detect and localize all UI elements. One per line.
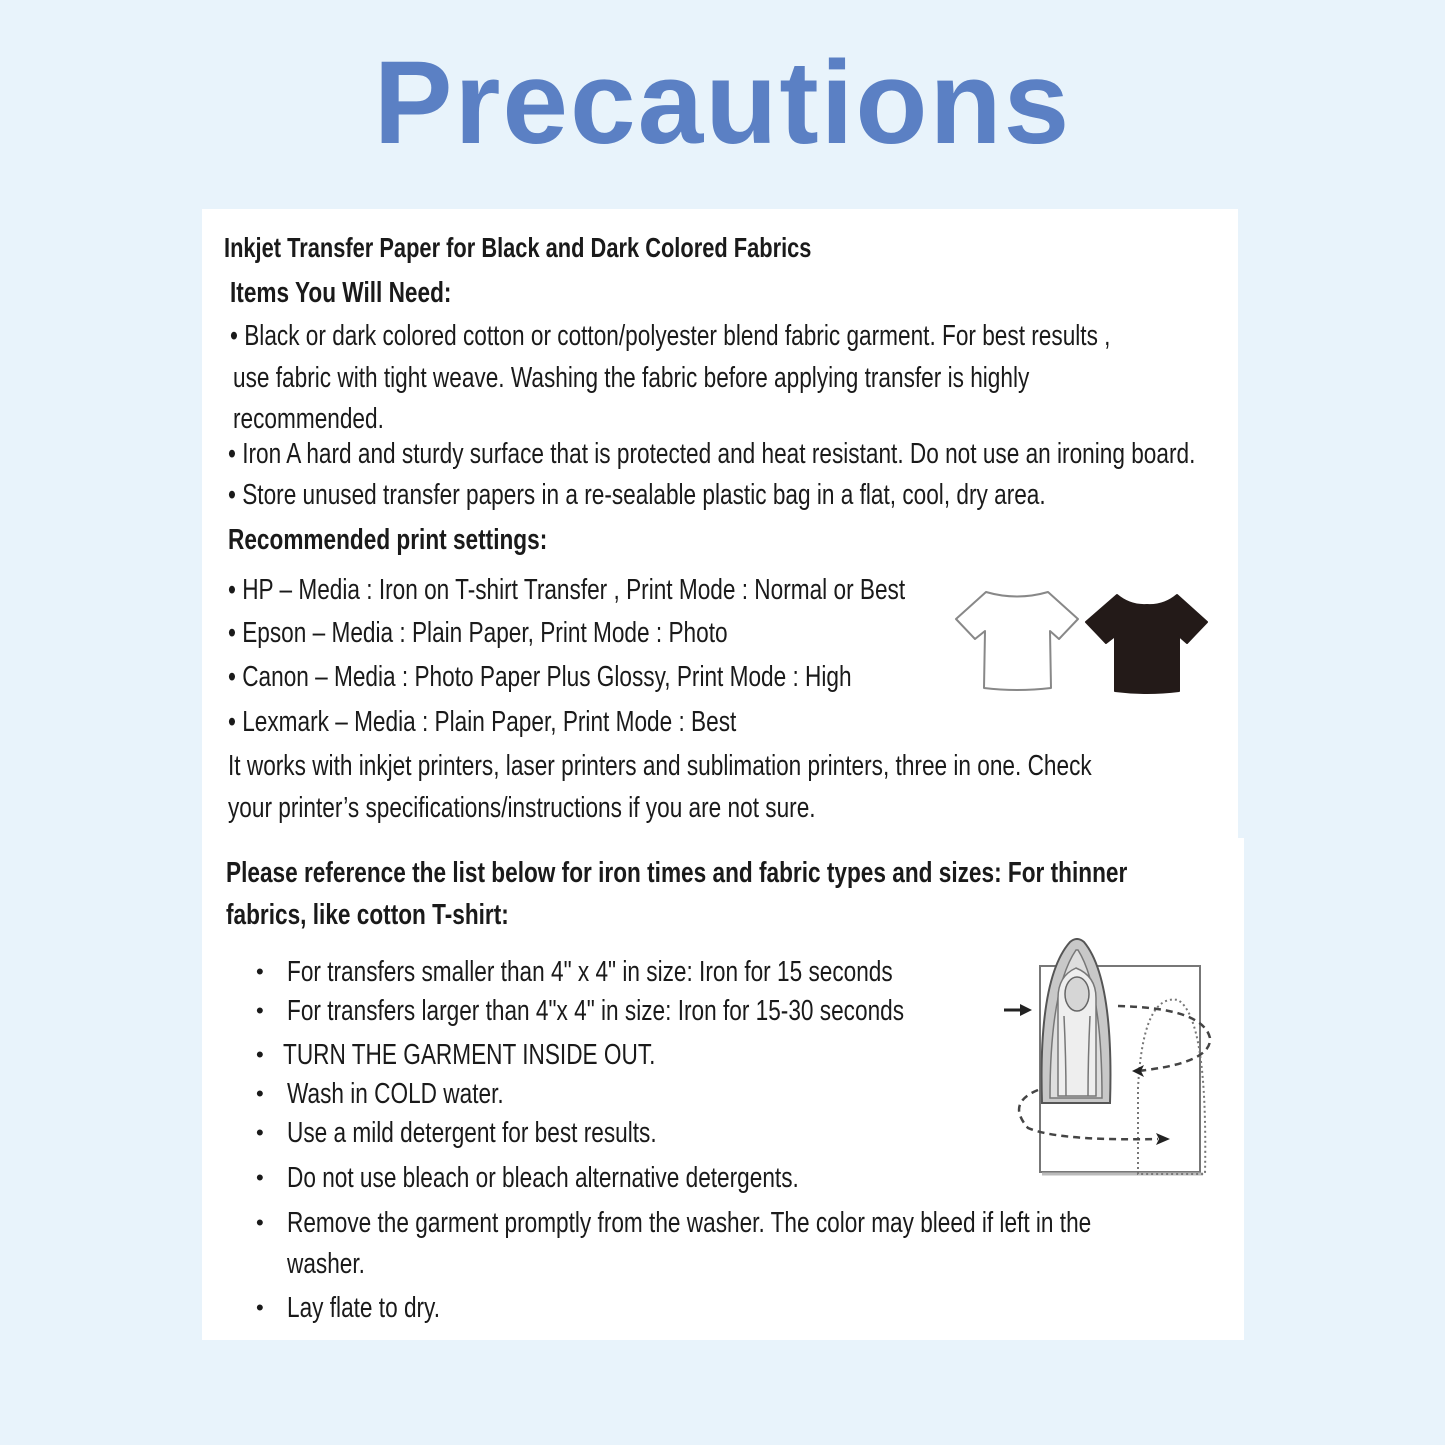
bullet: • — [256, 959, 264, 984]
white-tshirt-icon — [954, 589, 1080, 693]
items-heading: Items You Will Need: — [230, 277, 452, 309]
bullet: • — [256, 998, 264, 1023]
bullet: • — [256, 1295, 264, 1320]
card-heading: Inkjet Transfer Paper for Black and Dark Colored Fabrics — [224, 232, 812, 263]
print-setting-epson: • Epson – Media : Plain Paper, Print Mode : Photo — [228, 617, 728, 649]
instruction-item: Use a mild detergent for best results. — [287, 1117, 657, 1149]
iron-heading-line: Please reference the list below for iron times and fabric types and sizes: For thinner — [226, 857, 1128, 889]
instruction-item: For transfers larger than 4"x 4" in size: Iron for 15-30 seconds — [287, 995, 905, 1027]
iron-heading-line: fabrics, like cotton T-shirt: — [226, 899, 509, 931]
item-line: use fabric with tight weave. Washing the fabric before applying transfer is highly — [233, 362, 1030, 394]
print-setting-hp: • HP – Media : Iron on T-shirt Transfer , Print Mode : Normal or Best — [228, 574, 906, 606]
bullet: • — [256, 1165, 264, 1190]
instruction-item: Remove the garment promptly from the washer. The color may bleed if left in the — [287, 1207, 1092, 1239]
instruction-item: Do not use bleach or bleach alternative detergents. — [287, 1162, 799, 1194]
bullet: • — [256, 1120, 264, 1145]
print-instructions-card — [202, 209, 1238, 839]
instruction-item: Wash in COLD water. — [287, 1078, 504, 1110]
instruction-item: Lay flate to dry. — [287, 1292, 440, 1324]
bullet: • — [256, 1210, 264, 1235]
item-line: • Iron A hard and sturdy surface that is protected and heat resistant. Do not use an ironing board. — [228, 438, 1196, 470]
instruction-item: TURN THE GARMENT INSIDE OUT. — [283, 1039, 656, 1071]
print-setting-canon: • Canon – Media : Photo Paper Plus Glossy, Print Mode : High — [228, 661, 852, 693]
iron-instructions-card — [202, 838, 1244, 1340]
iron-motion-diagram-icon — [998, 938, 1218, 1178]
print-settings-heading: Recommended print settings: — [228, 524, 548, 556]
compat-line: It works with inkjet printers, laser printers and sublimation printers, three in one. Check — [228, 750, 1092, 782]
print-setting-lexmark: • Lexmark – Media : Plain Paper, Print Mode : Best — [228, 706, 737, 738]
bullet: • — [256, 1081, 264, 1106]
instruction-item: For transfers smaller than 4" x 4" in size: Iron for 15 seconds — [287, 956, 893, 988]
compat-line: your printer’s specifications/instructions if you are not sure. — [228, 792, 816, 824]
item-line: • Store unused transfer papers in a re-sealable plastic bag in a flat, cool, dry area. — [228, 479, 1046, 511]
page-title: Precautions — [373, 37, 1072, 169]
item-line: recommended. — [233, 403, 384, 435]
bullet: • — [256, 1042, 264, 1067]
instruction-item-continued: washer. — [287, 1248, 365, 1280]
black-tshirt-icon — [1084, 592, 1210, 696]
item-line: • Black or dark colored cotton or cotton/polyester blend fabric garment. For best results , — [230, 320, 1111, 352]
